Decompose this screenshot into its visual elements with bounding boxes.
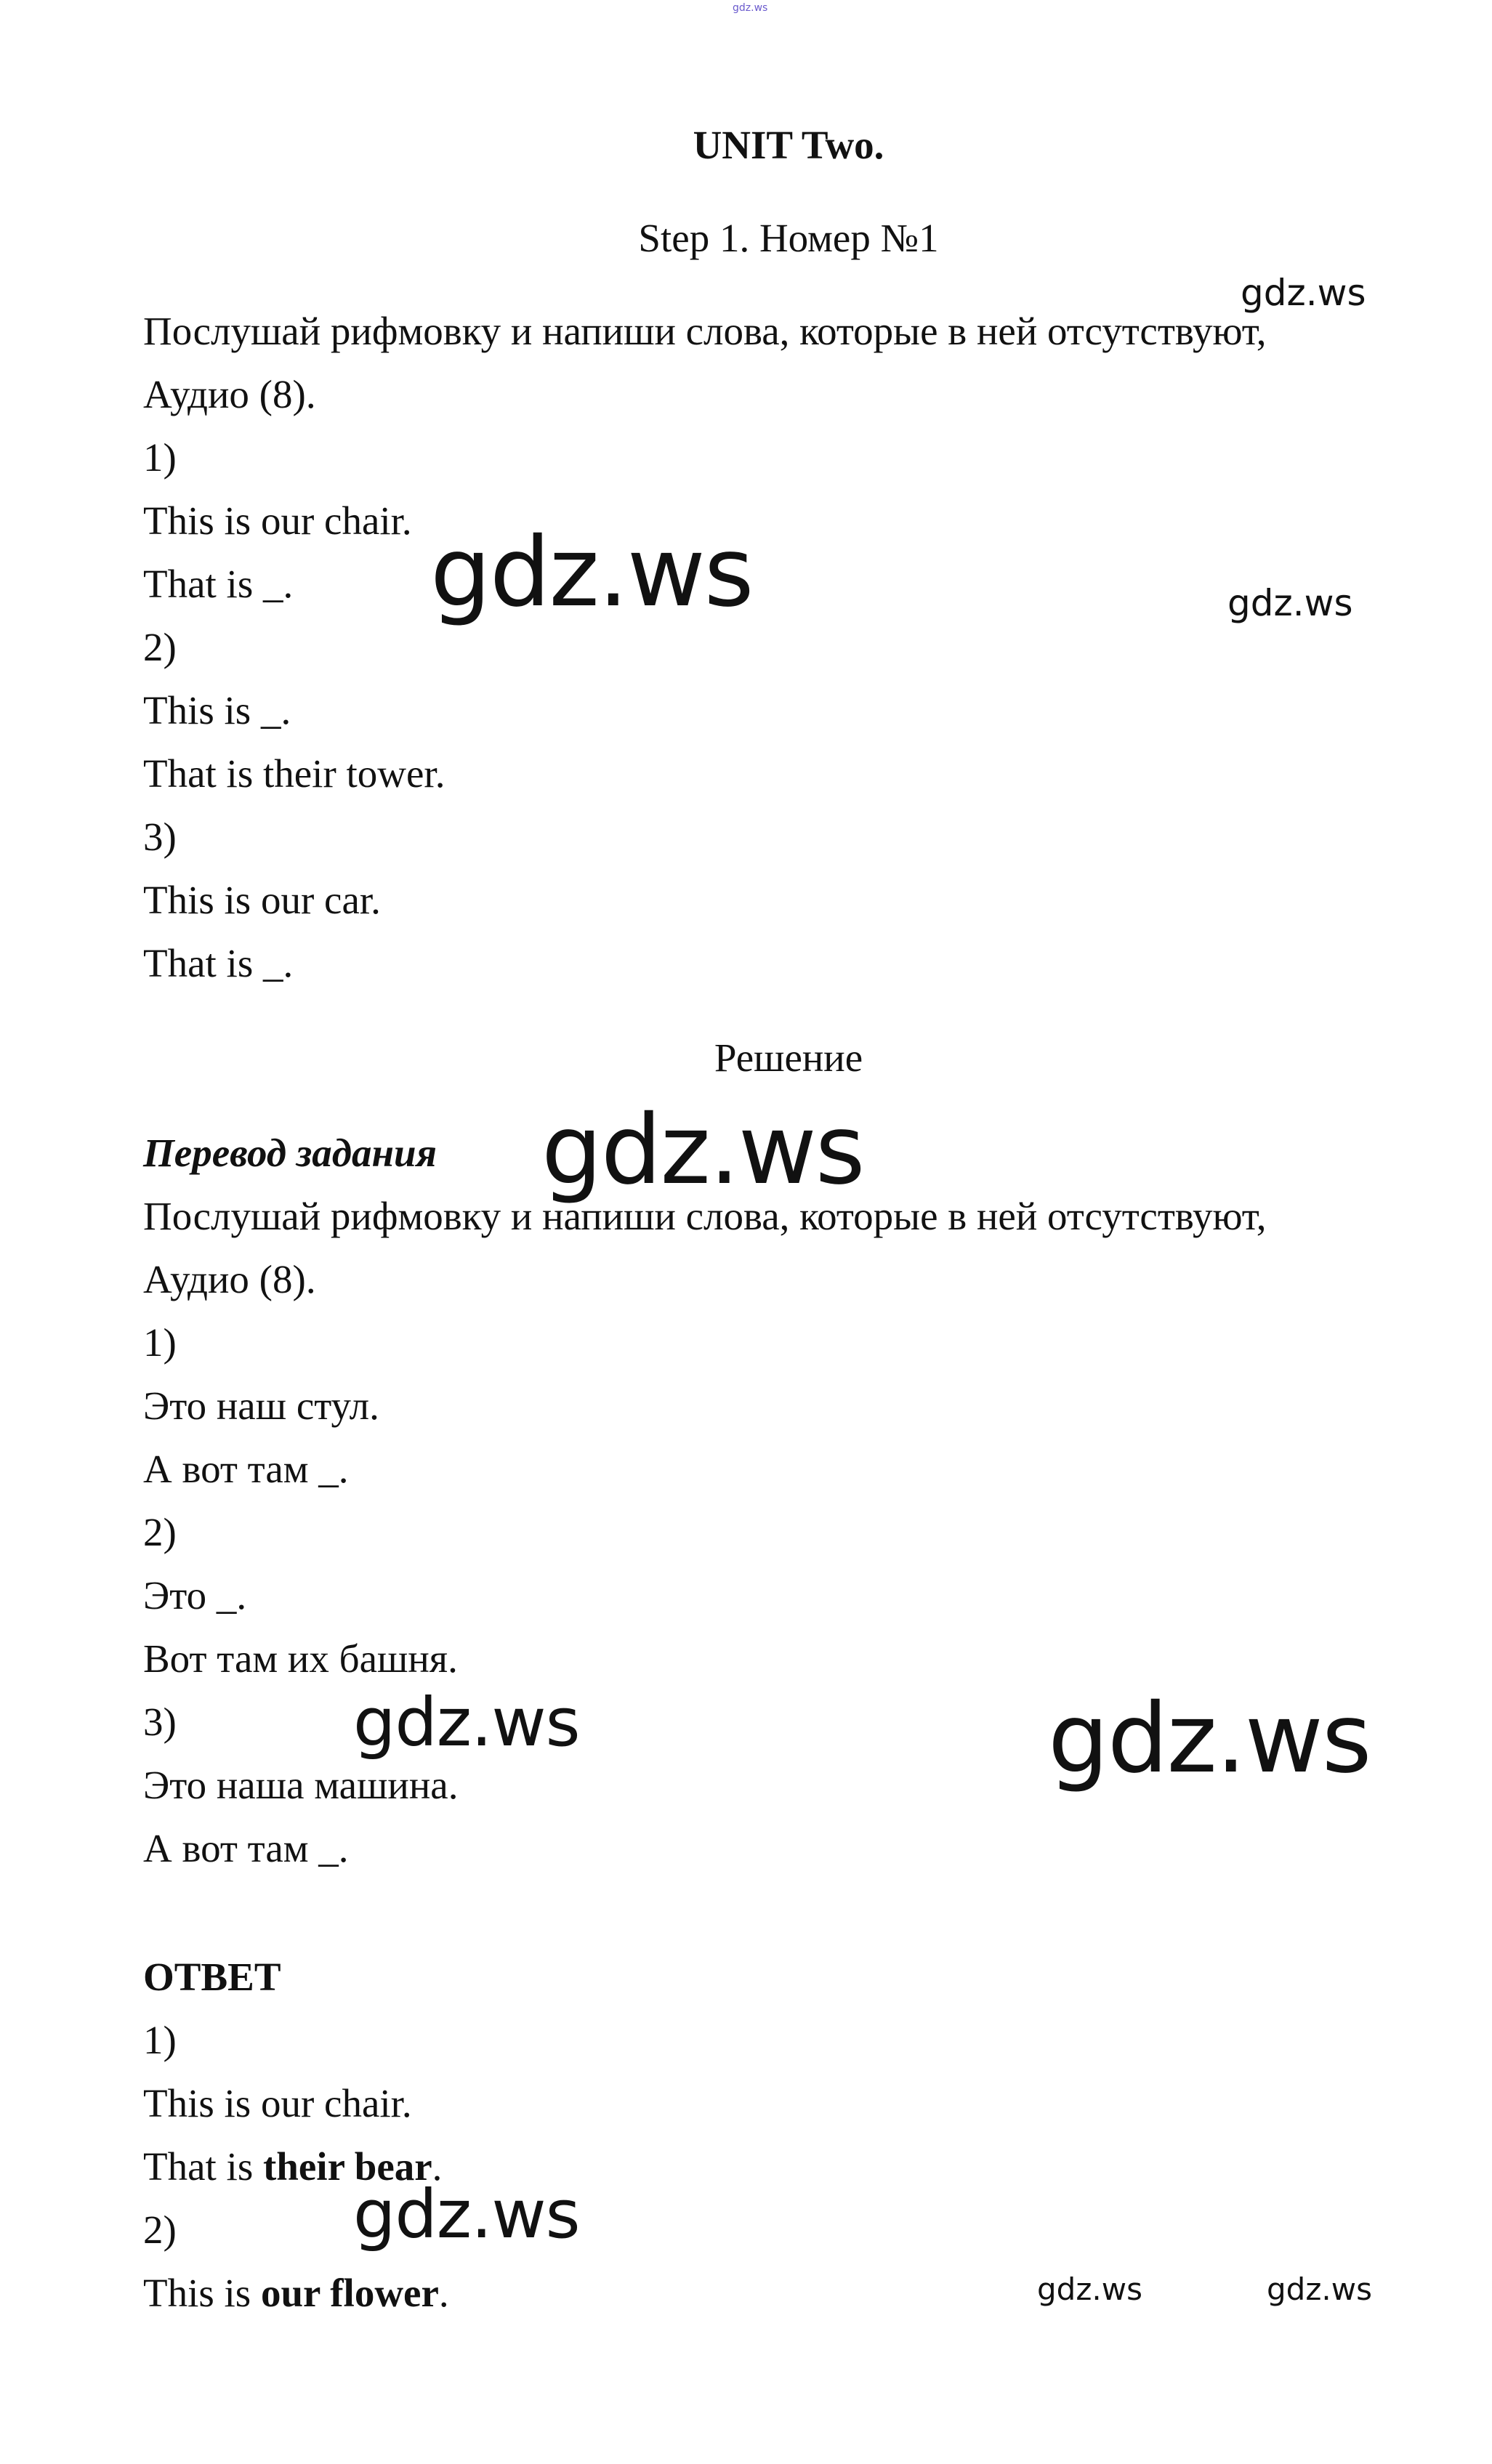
- translation-heading: Перевод задания: [143, 1131, 437, 1175]
- task-item: This is our car.: [143, 878, 381, 922]
- translation-item: Это наша машина.: [143, 1763, 459, 1807]
- page-title: UNIT Two.: [693, 123, 884, 167]
- task-item: This is our chair.: [143, 498, 412, 543]
- task-text-line2: Аудио (8).: [143, 372, 316, 416]
- watermark-top: gdz.ws: [733, 2, 768, 14]
- translation-item: 2): [143, 1510, 177, 1554]
- answer-item: [143, 2269, 449, 2317]
- watermark: gdz.ws: [1037, 2271, 1142, 2307]
- translation-item: Это _.: [143, 1573, 247, 1617]
- translation-item: А вот там _.: [143, 1826, 349, 1870]
- answer-text: That is: [143, 2144, 263, 2189]
- watermark: gdz.ws: [541, 1094, 864, 1206]
- translation-item: А вот там _.: [143, 1447, 349, 1491]
- translation-line1: Послушай рифмовку и напиши слова, которые в ней отсутствуют,: [143, 1194, 1267, 1238]
- translation-item: 3): [143, 1700, 177, 1744]
- task-text-line1: Послушай рифмовку и напиши слова, которые в ней отсутствуют,: [143, 309, 1267, 353]
- translation-item: Это наш стул.: [143, 1384, 379, 1428]
- watermark: gdz.ws: [353, 1684, 580, 1761]
- translation-item: 1): [143, 1320, 177, 1365]
- task-item: That is _.: [143, 941, 294, 985]
- task-item: 2): [143, 625, 177, 669]
- task-item: 1): [143, 435, 177, 480]
- answer-text: .: [438, 2271, 449, 2315]
- answer-heading: ОТВЕТ: [143, 1955, 281, 1999]
- watermark: gdz.ws: [1241, 272, 1366, 314]
- answer-text: This is: [143, 2271, 261, 2315]
- translation-line2: Аудио (8).: [143, 1257, 316, 1301]
- translation-item: Вот там их башня.: [143, 1636, 458, 1681]
- answer-item: This is our chair.: [143, 2081, 412, 2125]
- task-item: That is their tower.: [143, 751, 445, 796]
- watermark: gdz.ws: [353, 2176, 580, 2253]
- watermark: gdz.ws: [430, 517, 753, 629]
- task-item: That is _.: [143, 562, 294, 606]
- answer-item: 1): [143, 2018, 177, 2062]
- watermark: gdz.ws: [1267, 2271, 1372, 2307]
- answer-highlight: our flower: [260, 2271, 439, 2315]
- task-item: 3): [143, 815, 177, 859]
- task-item: This is _.: [143, 688, 291, 732]
- watermark: gdz.ws: [1227, 582, 1353, 624]
- answer-item: 2): [143, 2207, 177, 2252]
- answer-highlight: their bear: [262, 2144, 432, 2189]
- watermark: gdz.ws: [1048, 1683, 1371, 1795]
- page-subtitle: Step 1. Номер №1: [638, 216, 939, 260]
- solution-heading: Решение: [714, 1035, 863, 1080]
- answer-text: .: [432, 2144, 443, 2189]
